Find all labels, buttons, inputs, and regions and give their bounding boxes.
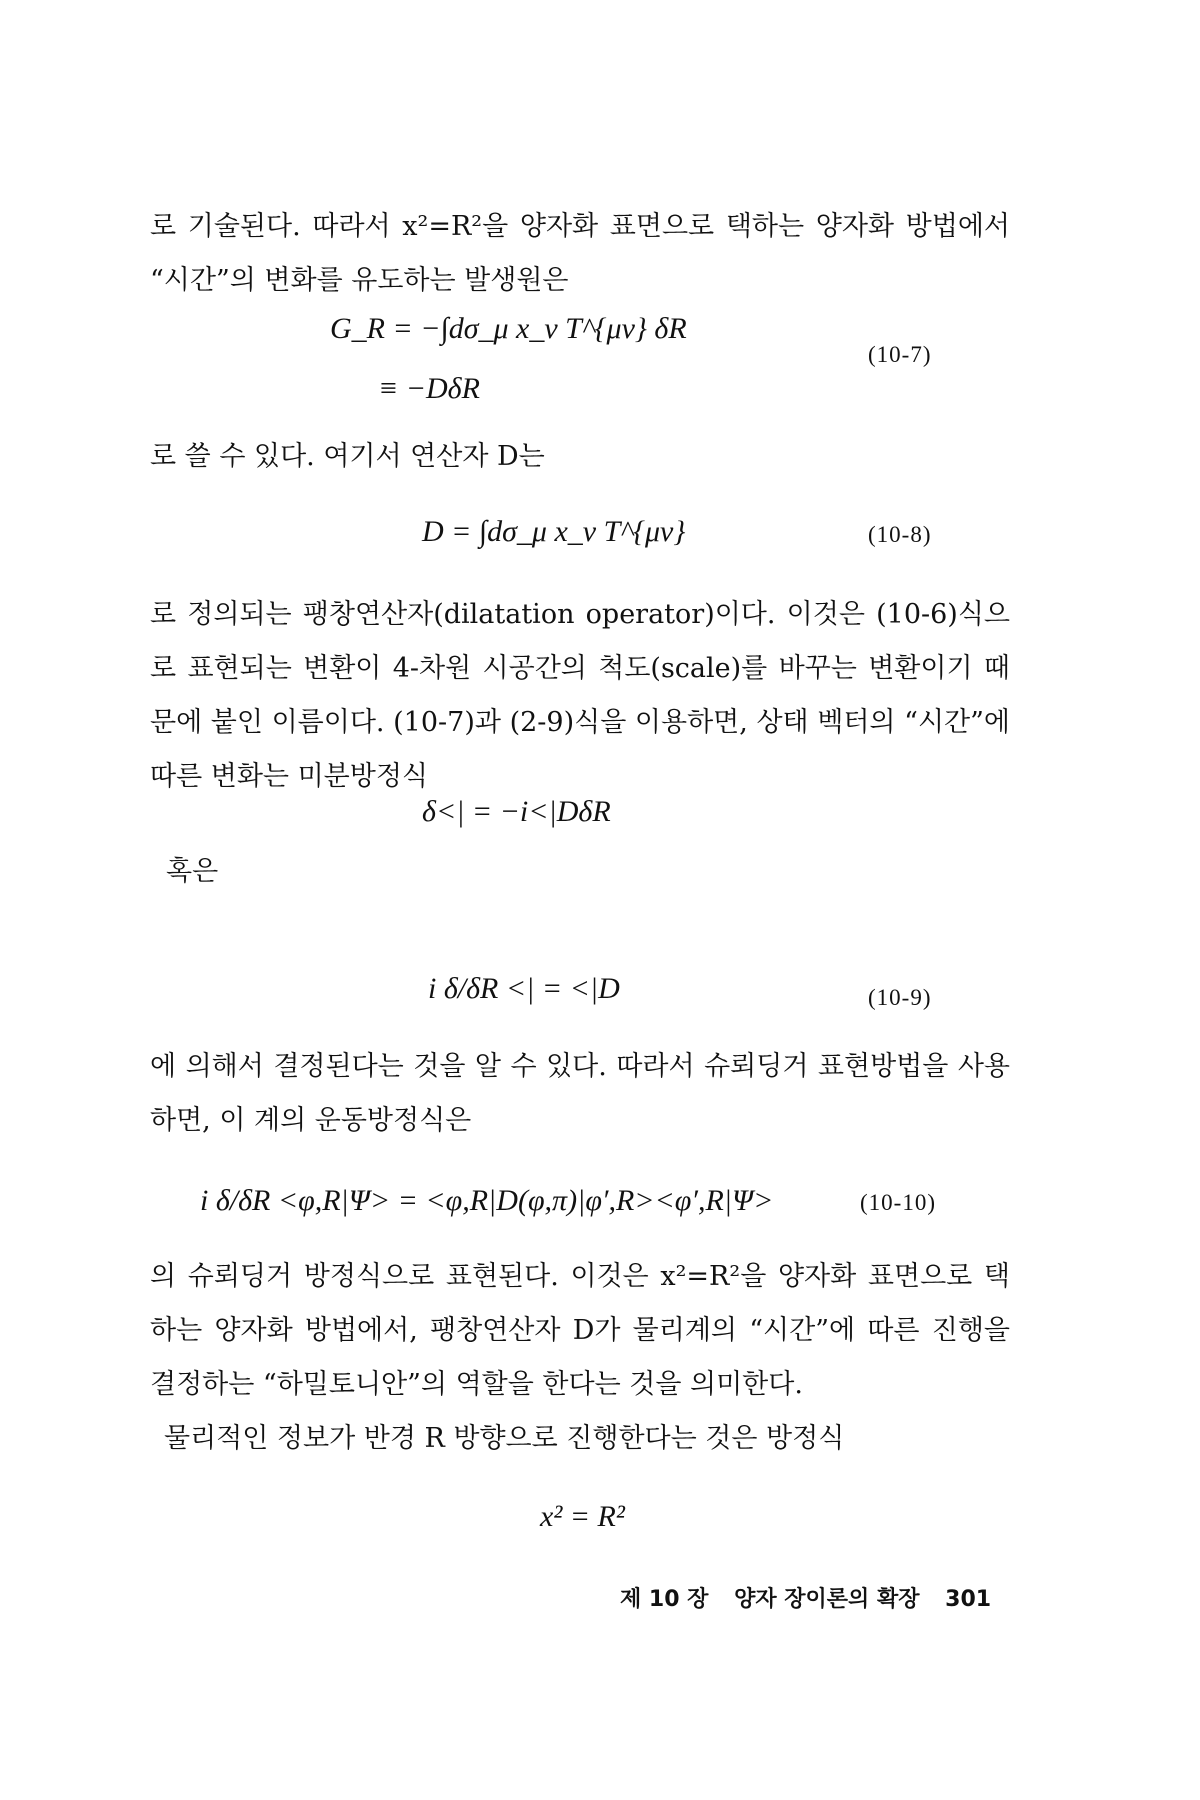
page-footer <box>620 1582 1009 1613</box>
equation-10-8: D = ∫dσ_μ x_ν T^{μν} <box>422 515 686 548</box>
equation-label-10-10: (10-10) <box>860 1190 936 1215</box>
equation-10-7-line1: G_R = −∫dσ_μ x_ν T^{μν} δR <box>330 312 687 345</box>
paragraph-4: 혹은 <box>166 856 219 887</box>
equation-label-10-9: (10-9) <box>868 985 932 1010</box>
paragraph-2: 로 쓸 수 있다. 여기서 연산자 D는 <box>150 441 545 472</box>
equation-label-10-8: (10-8) <box>868 522 932 547</box>
equation-final: x² = R² <box>540 1500 625 1533</box>
paragraph-7: 물리적인 정보가 반경 R 방향으로 진행한다는 것은 방정식 <box>164 1423 845 1454</box>
equation-unnumbered: δ<| = −i<|DδR <box>422 795 611 828</box>
paragraph-3: 로 정의되는 팽창연산자(dilatation operator)이다. 이것은 (10-6)식으로 표현되는 변환이 4-차원 시공간의 척도(scale)를 바꾸는 변환이기 때문에 붙인 이름이다. (10-7)과 (2-9)식을 이용하면, 상태 벡터의 “시간”에 따른 변화는 미분방정식 <box>150 599 1010 792</box>
paragraph-6: 의 슈뢰딩거 방정식으로 표현된다. 이것은 x²=R²을 양자화 표면으로 택하는 양자화 방법에서, 팽창연산자 D가 물리계의 “시간”에 따른 진행을 결정하는 “하밀토니안”의 역할을 한다는 것을 의미한다. <box>150 1261 1010 1400</box>
equation-10-7-line2: ≡ −DδR <box>378 372 480 405</box>
footer-title: 양자 장이론의 확장 <box>734 1587 920 1612</box>
equation-10-9: i δ/δR <| = <|D <box>428 972 620 1005</box>
paragraph-5: 에 의해서 결정된다는 것을 알 수 있다. 따라서 슈뢰딩거 표현방법을 사용하면, 이 계의 운동방정식은 <box>150 1051 1010 1136</box>
paragraph-1: 로 기술된다. 따라서 x²=R²을 양자화 표면으로 택하는 양자화 방법에서 “시간”의 변화를 유도하는 발생원은 <box>150 211 1010 296</box>
equation-10-10: i δ/δR <φ,R|Ψ> = <φ,R|D(φ,π)|φ′,R><φ′,R|Ψ> <box>200 1184 774 1217</box>
page-number: 301 <box>945 1587 992 1612</box>
footer-chapter: 제 10 장 <box>620 1587 709 1612</box>
equation-label-10-7: (10-7) <box>868 342 932 367</box>
